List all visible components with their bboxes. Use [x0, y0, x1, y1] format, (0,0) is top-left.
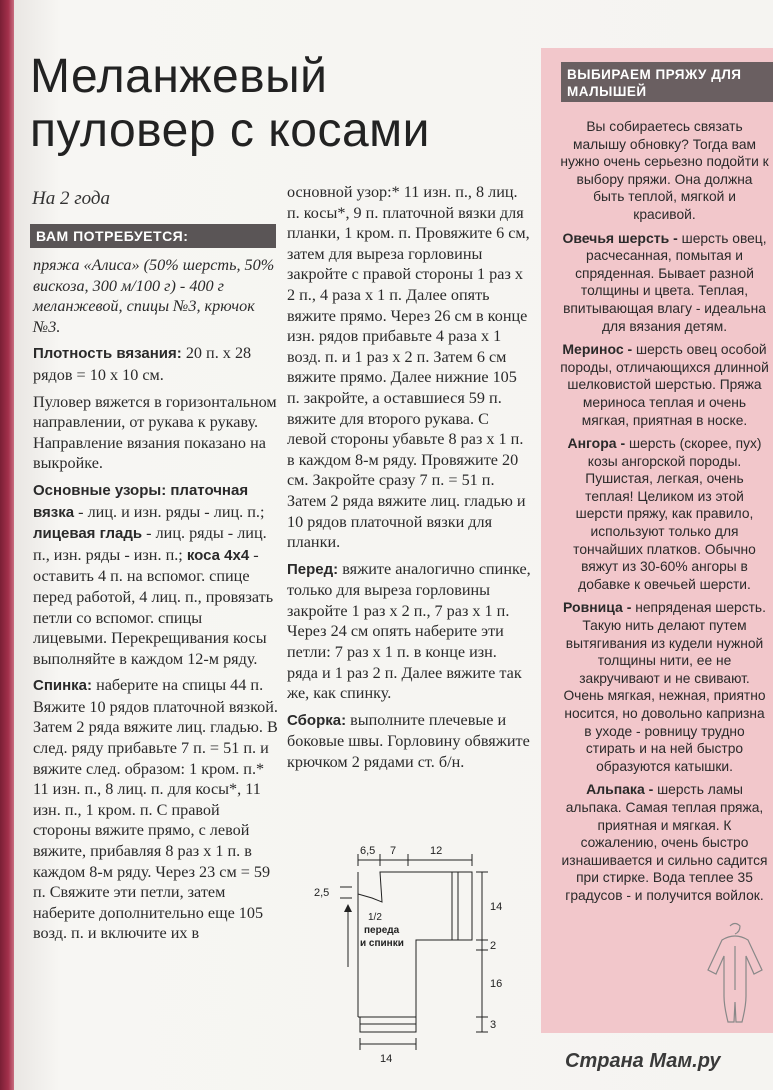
front-paragraph	[287, 559, 531, 704]
article-title	[30, 50, 540, 158]
column-2	[287, 182, 531, 779]
schema-dim-top-2: 7	[390, 845, 397, 857]
stockinette-label: лицевая гладь	[33, 525, 143, 543]
schema-dim-right-2: 2	[490, 940, 497, 952]
roving-paragraph	[560, 599, 769, 775]
schema-dim-right-4: 3	[490, 1019, 497, 1031]
schema-label-3: и спинки	[360, 938, 404, 949]
wool-text: шерсть овец, расчесанная, помытая и спряденная. Бывает разной толщины и цвета. Теплая, впитывающая влагу - идеальна для вязания детям.	[563, 230, 767, 334]
schema-label-2: переда	[364, 925, 400, 936]
roving-text: непряденая шерсть. Такую нить делают путем вытягивания из кудели нужной толщины нити, ее не закручивают и не свивают. Очень мягкая, нежная, приятно носится, но довольно капризна в уходе - ровницу трудно стирать и на ней быстро образуются катышки.	[563, 600, 766, 774]
angora-text: шерсть (скорее, пух) козы ангорской породы. Пушистая, легкая, очень теплая! Целиком из этой шерсти пряжу, как правило, используют только для тончайших платков. Обычно вяжут из 30-60% ангоры в добавке к овечьей шерсти.	[573, 436, 762, 592]
assembly-text: выполните плечевые и боковые швы. Горловину обвяжите крючком 2 рядами ст. б/н.	[287, 710, 530, 772]
schema-dim-top-1: 6,5	[360, 845, 376, 857]
back-continued: основной узор:* 11 изн. п., 8 лиц. п. косы*, 9 п. платочной вязки для планки, 1 кром. п. Провяжите 6 см, затем для выреза горловины закройте с правой стороны 1 раз х 2 п., 4 раза х 1 п. Далее опять вяжите прямо. Через 26 см в конце изн. рядов прибавьте 4 раза х 1 возд. п. и 1 раз х 2 п. Затем 6 см вяжите прямо. Далее нижние 105 п. закройте, а оставшиеся 59 п. вяжите для второго рукава. С левой стороны убавьте 8 раз х 1 п. в каждом 8-м ряду. Провяжите 20 см. Закройте сразу 7 п. = 51 п. Затем 2 ряда вяжите лиц. гладью и 10 рядов платочной вязки для планки.	[287, 183, 530, 552]
materials-text: пряжа «Алиса» (50% шерсть, 50% вискоза, 300 м/100 г) - 400 г меланжевой, спицы №3, крючок №3.	[33, 256, 275, 336]
density-paragraph	[33, 343, 278, 385]
column-1	[33, 255, 278, 950]
back-paragraph	[33, 675, 278, 944]
density-label: Плотность вязания:	[33, 345, 182, 363]
wool-paragraph	[560, 230, 769, 336]
wool-label: Овечья шерсть -	[562, 229, 678, 246]
roving-label: Ровница -	[563, 599, 632, 616]
watermark: Страна Мам.ру	[565, 1050, 721, 1072]
sidebar-intro: Вы собираетесь связать малышу обновку? Тогда вам нужно очень серьезно подойти к выбору пряжи. Она должна быть теплой, мягкой и красивой.	[560, 119, 769, 222]
title-line-1: Меланжевый	[30, 50, 328, 103]
schema-dim-bottom: 14	[380, 1053, 393, 1065]
schema-dim-top-3: 12	[430, 845, 443, 857]
sidebar-text	[560, 118, 769, 911]
schema-dim-left: 2,5	[314, 887, 330, 899]
front-label: Перед:	[287, 560, 339, 578]
assembly-paragraph	[287, 710, 531, 773]
patterns-text-2: - лиц. ряды - лиц. п., изн. ряды - изн. п.;	[33, 524, 267, 564]
patterns-text-1: - лиц. и изн. ряды - лиц. п.;	[74, 502, 265, 521]
sidebar-header: ВЫБИРАЕМ ПРЯЖУ ДЛЯ МАЛЫШЕЙ	[561, 62, 773, 102]
age-subtitle: На 2 года	[32, 188, 110, 209]
baby-romper-icon	[700, 920, 770, 1030]
magazine-spine	[0, 0, 14, 1090]
direction-paragraph: Пуловер вяжется в горизонтальном направлении, от рукава к рукаву. Направление вязания показано на выкройке.	[33, 392, 277, 473]
cable-label: коса 4х4	[186, 546, 250, 564]
patterns-label: Основные узоры: платочная вязка	[33, 481, 249, 521]
title-line-2: пуловер с косами	[30, 104, 430, 157]
patterns-text-3: - оставить 4 п. на вспомог. спице перед работой, 4 лиц. п., провязать петли со вспомог. спицы лицевыми. Перекрещивания косы выполняйте в каждом 12-м ряду.	[33, 545, 274, 668]
merino-text: шерсть овец особой породы, отличающихся длинной шелковистой шерстью. Пряжа мериноса теплая и очень мягкая, приятная в носке.	[560, 342, 769, 428]
merino-label: Меринос -	[562, 341, 633, 358]
front-text: вяжите аналогично спинке, только для выреза горловины закройте 1 раз х 2 п., 7 раз х 1 п. Через 24 см опять наберите эти петли: 7 раз х 1 п. в конце изн. ряда и 1 раз 2 п. Далее вяжите так же, как спинку.	[287, 559, 531, 703]
back-label: Спинка:	[33, 677, 93, 695]
schema-dim-right-3: 16	[490, 978, 503, 990]
merino-paragraph	[560, 341, 769, 429]
density-text: 20 п. х 28 рядов = 10 х 10 см.	[33, 344, 252, 384]
alpaca-paragraph	[560, 781, 769, 904]
angora-paragraph	[560, 435, 769, 593]
alpaca-label: Альпака -	[586, 781, 654, 798]
schema-dim-right-1: 14	[490, 901, 503, 913]
assembly-label: Сборка:	[287, 711, 347, 729]
pattern-schema	[300, 842, 515, 1082]
schema-label-1: 1/2	[368, 912, 382, 923]
alpaca-text: шерсть ламы альпака. Самая теплая пряжа, приятная и мягкая. К сожалению, очень быстро изнашивается и сильно садится при стирке. Вода теплее 35 градусов - и получится войлок.	[561, 782, 768, 903]
needed-header: ВАМ ПОТРЕБУЕТСЯ:	[30, 224, 276, 248]
back-text: наберите на спицы 44 п. Вяжите 10 рядов платочной вязкой. Затем 2 ряда вяжите лиц. гладью. В след. ряду прибавьте 7 п. = 51 п. и вяжите след. образом: 1 кром. п.* 11 изн. п., 8 лиц. п. для косы*, 11 изн. п., 1 кром. п. С правой стороны вяжите прямо, с левой вяжите, прибавляя 8 раз х 1 п. в каждом 8-м ряду. Через 23 см = 59 п. Свяжите эти петли, затем наберите дополнительно еще 105 возд. п. и включите их в	[33, 676, 278, 943]
angora-label: Ангора -	[567, 435, 626, 452]
patterns-paragraph	[33, 480, 278, 669]
